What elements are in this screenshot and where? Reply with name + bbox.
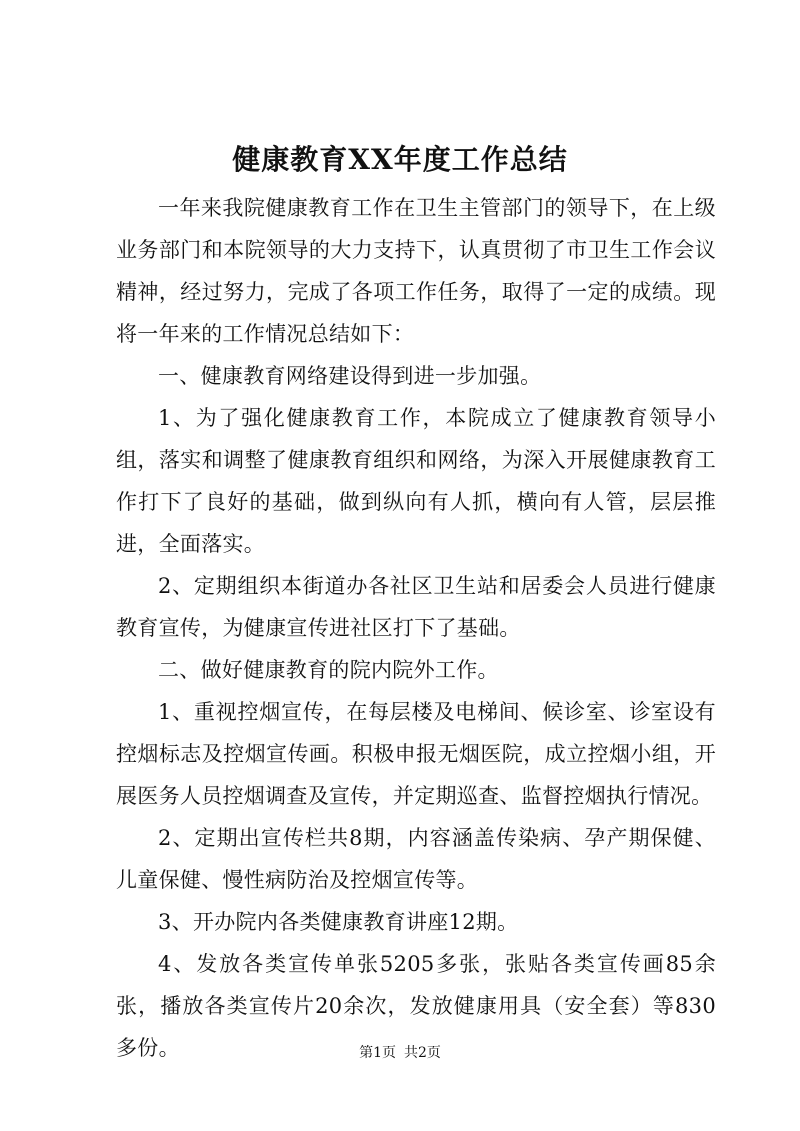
paragraph-intro: 一年来我院健康教育工作在卫生主管部门的领导下，在上级业务部门和本院领导的大力支持下，认真贯彻了市卫生工作会议精神，经过努力，完成了各项工作任务，取得了一定的成绩。现将一年来的工作情况总结如下： (116, 196, 716, 346)
section-heading-2: 二、做好健康教育的院内院外工作。 (158, 658, 499, 682)
page-footer (0, 1043, 800, 1063)
section-heading-1: 一、健康教育网络建设得到进一步加强。 (158, 364, 542, 388)
paragraph-2-1: 1、重视控烟宣传，在每层楼及电梯间、候诊室、诊室设有控烟标志及控烟宣传画。积极申报无烟医院，成立控烟小组，开展医务人员控烟调查及宣传，并定期巡查、监督控烟执行情况。 (116, 700, 716, 808)
paragraph-2-4: 4、发放各类宣传单张5205多张，张贴各类宣传画85余张，播放各类宣传片20余次，发放健康用具（安全套）等830多份。 (116, 952, 716, 1060)
paragraph-1-2: 2、定期组织本街道办各社区卫生站和居委会人员进行健康教育宣传，为健康宣传进社区打下了基础。 (116, 574, 716, 640)
paragraph-2-2: 2、定期出宣传栏共8期，内容涵盖传染病、孕产期保健、儿童保健、慢性病防治及控烟宣传等。 (116, 826, 716, 892)
paragraph-2-3: 3、开办院内各类健康教育讲座12期。 (158, 910, 519, 934)
page-number: 第1页 (359, 1045, 396, 1061)
document-body (116, 187, 716, 1069)
page-total: 共2页 (404, 1045, 441, 1061)
document-title: 健康教育XX年度工作总结 (232, 143, 568, 176)
paragraph-1-1: 1、为了强化健康教育工作，本院成立了健康教育领导小组，落实和调整了健康教育组织和网络，为深入开展健康教育工作打下了良好的基础，做到纵向有人抓，横向有人管，层层推进，全面落实。 (116, 406, 716, 556)
